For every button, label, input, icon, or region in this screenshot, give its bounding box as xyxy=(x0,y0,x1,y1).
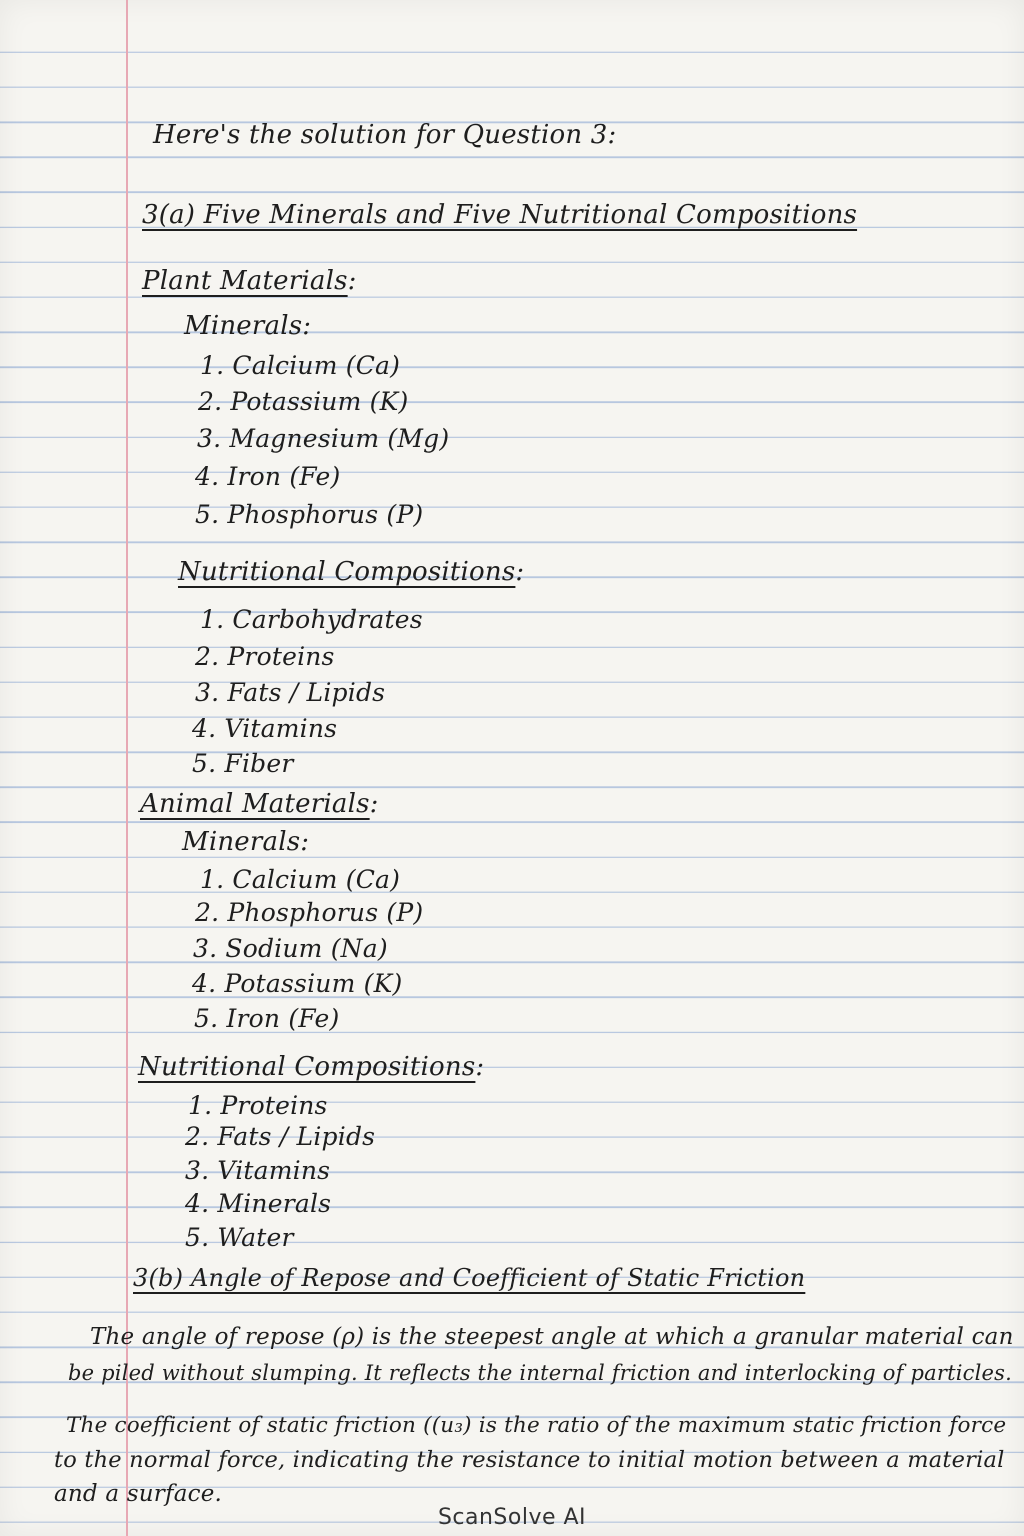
animal-nutrition-item: 5. Water xyxy=(185,1223,294,1252)
plant-minerals-label: Minerals: xyxy=(184,311,312,341)
animal-mineral-item: 5. Iron (Fe) xyxy=(194,1004,340,1033)
animal-mineral-item: 3. Sodium (Na) xyxy=(193,934,388,963)
part-b-heading: 3(b) Angle of Repose and Coefficient of Static Friction xyxy=(133,1264,806,1292)
intro-text: Here's the solution for Question 3: xyxy=(153,120,617,150)
plant-nutrition-heading: Nutritional Compositions: xyxy=(178,557,525,587)
paragraph-line: to the normal force, indicating the resistance to initial motion between a material xyxy=(54,1447,1005,1473)
animal-mineral-item: 1. Calcium (Ca) xyxy=(200,865,401,894)
plant-nutrition-item: 4. Vitamins xyxy=(192,714,338,743)
paragraph-line: The angle of repose (ρ) is the steepest angle at which a granular material can xyxy=(90,1324,1014,1350)
animal-mineral-item: 2. Phosphorus (P) xyxy=(195,898,424,927)
paragraph-line: be piled without slumping. It reflects the internal friction and interlocking of particles. xyxy=(68,1361,1013,1385)
plant-mineral-item: 3. Magnesium (Mg) xyxy=(197,424,450,453)
animal-nutrition-item: 1. Proteins xyxy=(188,1091,328,1120)
plant-mineral-item: 1. Calcium (Ca) xyxy=(200,351,401,380)
animal-nutrition-item: 2. Fats / Lipids xyxy=(185,1122,376,1151)
animal-materials-heading: Animal Materials: xyxy=(140,789,379,819)
paragraph-line: and a surface. xyxy=(54,1481,223,1507)
animal-nutrition-heading: Nutritional Compositions: xyxy=(138,1052,485,1082)
plant-materials-heading: Plant Materials: xyxy=(142,266,357,296)
plant-mineral-item: 5. Phosphorus (P) xyxy=(195,500,424,529)
plant-nutrition-item: 2. Proteins xyxy=(195,642,335,671)
animal-nutrition-item: 4. Minerals xyxy=(185,1189,332,1218)
animal-minerals-label: Minerals: xyxy=(182,827,310,857)
animal-nutrition-item: 3. Vitamins xyxy=(185,1156,331,1185)
plant-mineral-item: 4. Iron (Fe) xyxy=(195,462,341,491)
plant-nutrition-item: 1. Carbohydrates xyxy=(200,605,423,634)
plant-nutrition-item: 3. Fats / Lipids xyxy=(195,678,386,707)
margin-line xyxy=(126,0,128,1536)
footer-watermark: ScanSolve AI xyxy=(437,1505,587,1530)
plant-mineral-item: 2. Potassium (K) xyxy=(198,387,409,416)
paragraph-line: The coefficient of static friction ((u₃) is the ratio of the maximum static friction force xyxy=(66,1413,1007,1438)
plant-nutrition-item: 5. Fiber xyxy=(192,749,294,778)
part-a-heading: 3(a) Five Minerals and Five Nutritional Compositions xyxy=(142,200,858,230)
animal-mineral-item: 4. Potassium (K) xyxy=(192,969,403,998)
